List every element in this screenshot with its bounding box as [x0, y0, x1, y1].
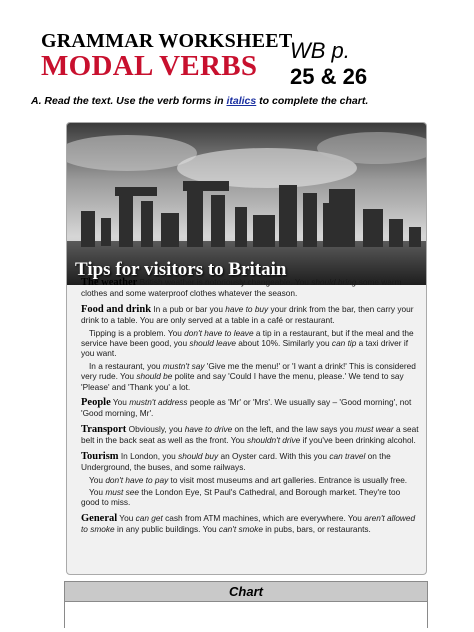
tip-text: In a restaurant, you [89, 360, 163, 371]
instruction-text [31, 95, 368, 107]
modal-verb-form: can't smoke [218, 524, 263, 535]
tip-text: British weather is notoriously changeable. You [137, 277, 312, 287]
modal-verb-form: have to drive [184, 423, 233, 434]
instruction-before: A. Read the text. Use the verb forms in [31, 95, 227, 107]
tip-paragraph [81, 397, 421, 419]
tip-text: some warm clothes and some waterproof clothes whatever the season. [81, 277, 402, 299]
tip-paragraph [81, 475, 421, 485]
instruction-italics-word: italics [226, 95, 257, 107]
tip-text: You [117, 512, 136, 523]
modal-verb-form: don't have to pay [105, 474, 169, 485]
tip-text: on the left, and the law says you [232, 423, 356, 434]
tip-paragraph [81, 487, 421, 508]
tip-text: the London Eye, St Paul's Cathedral, and Borough market. They're too good to miss. [81, 486, 401, 508]
tip-paragraph [81, 451, 421, 473]
tip-text: Tipping is a problem. You [89, 327, 185, 338]
tip-paragraph [81, 361, 421, 392]
panel-title: Tips for visitors to Britain [75, 259, 287, 280]
workbook-reference-label: WB p. [290, 38, 350, 63]
chart-area [64, 602, 428, 628]
section-heading: The weather [81, 277, 138, 288]
modal-verb-form: should bring [311, 277, 357, 287]
tip-text: in any public buildings. You [114, 524, 219, 535]
tip-text: Obviously, you [126, 423, 185, 434]
modal-verb-form: can get [135, 512, 163, 523]
tip-paragraph [81, 424, 421, 446]
section-heading: People [81, 397, 111, 409]
modal-verb-form: should buy [178, 450, 219, 461]
tip-text: in pubs, bars, or restaurants. [262, 524, 371, 535]
tip-text: to visit most museums and art galleries. Entrance is usually free. [168, 474, 408, 485]
tip-text: You [89, 486, 106, 497]
tip-text: polite and say 'Could I have the menu, please.' We tend to say 'Please' and 'Thank you' a lot. [81, 371, 404, 392]
modal-verb-form: aren't allowed to smoke [81, 512, 416, 535]
tip-text: a tip in a restaurant, but if the meal and the service have been good, you [81, 327, 414, 349]
tip-text: a taxi driver if you want. [81, 338, 409, 359]
modal-verb-form: mustn't address [129, 397, 188, 408]
tip-paragraph [81, 277, 421, 299]
modal-verb-form: should leave [189, 338, 236, 349]
tip-text: if you've been drinking alcohol. [300, 435, 416, 446]
tip-text: about 10%. Similarly you [236, 338, 332, 349]
modal-verb-form: have to buy [225, 303, 269, 314]
section-heading: Food and drink [81, 303, 152, 315]
tip-text: 'Give me the menu!' or 'I want a drink!' This is considered very rude. You [81, 360, 416, 382]
tip-paragraph [81, 513, 421, 535]
tip-text: people as 'Mr' or 'Mrs'. We usually say – 'Good morning', not 'Good morning, Mr'. [81, 397, 412, 419]
tips-text [81, 277, 421, 537]
modal-verb-form: should be [136, 371, 173, 382]
tip-text: You [110, 397, 130, 408]
modal-verb-form: mustn't say [162, 360, 205, 371]
section-heading: Transport [81, 423, 127, 435]
tip-text: an Oyster card. With this you [218, 450, 330, 461]
modal-verb-form: must see [105, 486, 139, 497]
workbook-reference-pages: 25 & 26 [290, 64, 368, 89]
tip-paragraph [81, 304, 421, 326]
tip-text: In London, you [118, 450, 179, 461]
tip-text: on the Underground, the buses, and some railways. [81, 450, 391, 473]
modal-verb-form: must wear [355, 423, 394, 434]
modal-verb-form: can travel [329, 450, 366, 461]
section-heading: General [81, 512, 118, 524]
tip-text: In a pub or bar you [151, 303, 226, 314]
tip-text: your drink from the bar, then carry your drink to a table. You are only served at a table in a café or restaurant. [81, 303, 414, 326]
modal-verb-form: shouldn't drive [247, 435, 301, 446]
tip-text: You [89, 474, 106, 485]
tip-paragraph [81, 328, 421, 359]
tip-text: cash from ATM machines, which are everywhere. You [162, 512, 365, 523]
worksheet-subtitle: MODAL VERBS [41, 50, 258, 82]
modal-verb-form: don't have to leave [184, 327, 254, 338]
instruction-after: to complete the chart. [256, 95, 369, 107]
chart-header: Chart [64, 581, 428, 602]
tip-text: a seat belt in the back seat as well as the front. You [81, 423, 419, 446]
section-heading: Tourism [81, 450, 119, 462]
modal-verb-form: can tip [331, 338, 357, 349]
reading-panel [66, 122, 427, 575]
worksheet-title: GRAMMAR WORKSHEET [41, 30, 293, 52]
